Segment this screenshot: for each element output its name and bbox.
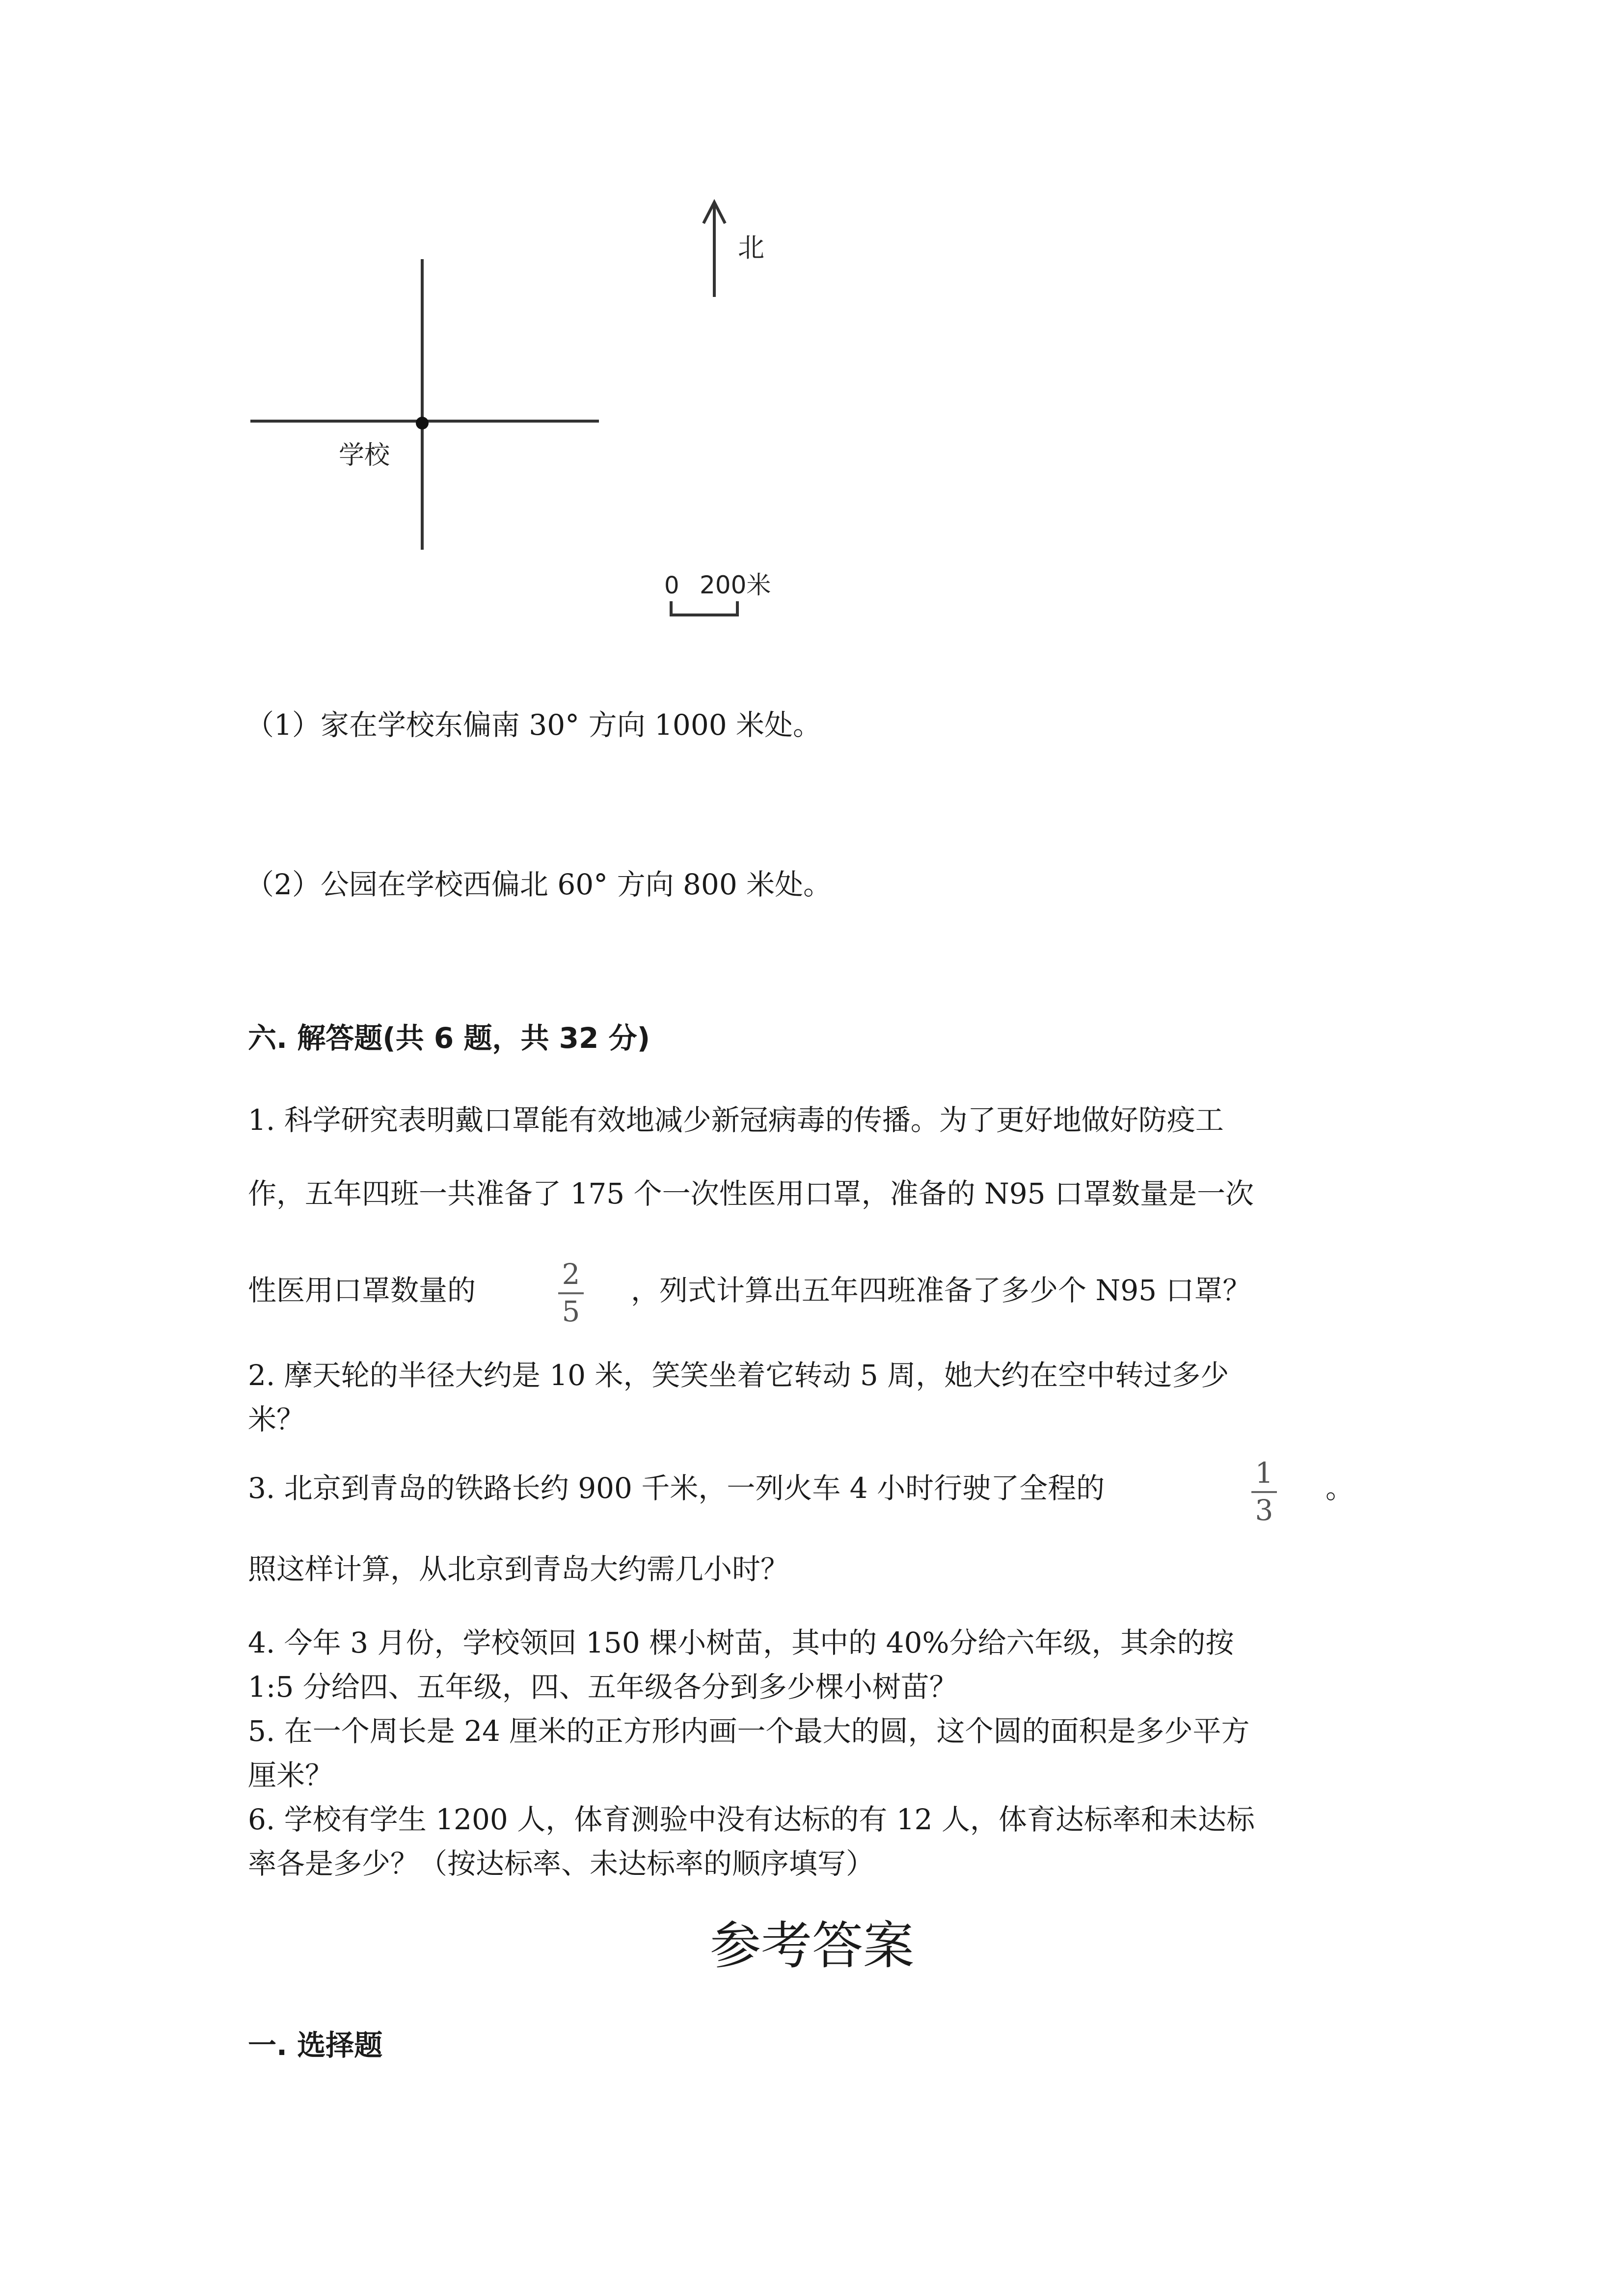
section-1-title: 一. 选择题 [248, 2029, 383, 2062]
q2-line-1: 2. 摩天轮的半径大约是 10 米，笑笑坐着它转动 5 周，她大约在空中转过多少 [248, 1359, 1229, 1392]
map-diagram [0, 0, 1624, 638]
q3-fraction-bar [1251, 1491, 1277, 1493]
q1-line-3-pre: 性医用口罩数量的 [248, 1274, 476, 1307]
scale-bar [671, 601, 737, 615]
q5-line-1: 5. 在一个周长是 24 厘米的正方形内画一个最大的圆，这个圆的面积是多少平方 [248, 1714, 1250, 1748]
q3-fraction-denominator: 3 [1255, 1493, 1273, 1527]
q6-line-2: 率各是多少？（按达标率、未达标率的顺序填写） [248, 1847, 875, 1880]
q1-line-3-post: ，列式计算出五年四班准备了多少个 N95 口罩？ [631, 1274, 1251, 1307]
q3-fraction [1245, 1458, 1284, 1526]
q3-line-2: 照这样计算，从北京到青岛大约需几小时？ [248, 1552, 789, 1586]
q2-line-2: 米？ [248, 1403, 305, 1436]
scale-distance-label: 200米 [700, 571, 771, 599]
q1-fraction-numerator: 2 [562, 1257, 580, 1291]
q5-line-2: 厘米？ [248, 1759, 334, 1792]
q1-line-2: 作，五年四班一共准备了 175 个一次性医用口罩，准备的 N95 口罩数量是一次 [248, 1177, 1254, 1210]
answers-heading: 参考答案 [709, 1916, 914, 1976]
subquestion-2: （2）公园在学校西偏北 60° 方向 800 米处。 [245, 868, 832, 901]
q4-line-2: 1:5 分给四、五年级，四、五年级各分到多少棵小树苗？ [248, 1670, 958, 1704]
map-diagram-svg [0, 0, 1624, 638]
q6-line-1: 6. 学校有学生 1200 人，体育测验中没有达标的有 12 人，体育达标率和未达标 [248, 1803, 1255, 1836]
q3-line-1-post: 。 [1326, 1471, 1354, 1505]
school-point [416, 417, 429, 429]
q4-line-1: 4. 今年 3 月份，学校领回 150 棵小树苗，其中的 40%分给六年级，其余的按 [248, 1626, 1234, 1659]
q1-fraction-bar [558, 1292, 584, 1294]
q1-fraction-denominator: 5 [562, 1294, 580, 1328]
q1-line-1: 1. 科学研究表明戴口罩能有效地减少新冠病毒的传播。为了更好地做好防疫工 [248, 1103, 1224, 1137]
section-6-title: 六. 解答题(共 6 题，共 32 分) [248, 1021, 650, 1055]
q1-fraction [551, 1259, 591, 1328]
north-label: 北 [738, 232, 764, 263]
scale-zero-label: 0 [664, 572, 679, 599]
school-label: 学校 [339, 441, 390, 470]
q3-line-1-pre: 3. 北京到青岛的铁路长约 900 千米，一列火车 4 小时行驶了全程的 [248, 1471, 1105, 1505]
q3-fraction-numerator: 1 [1255, 1456, 1273, 1490]
subquestion-1: （1）家在学校东偏南 30° 方向 1000 米处。 [245, 708, 822, 742]
